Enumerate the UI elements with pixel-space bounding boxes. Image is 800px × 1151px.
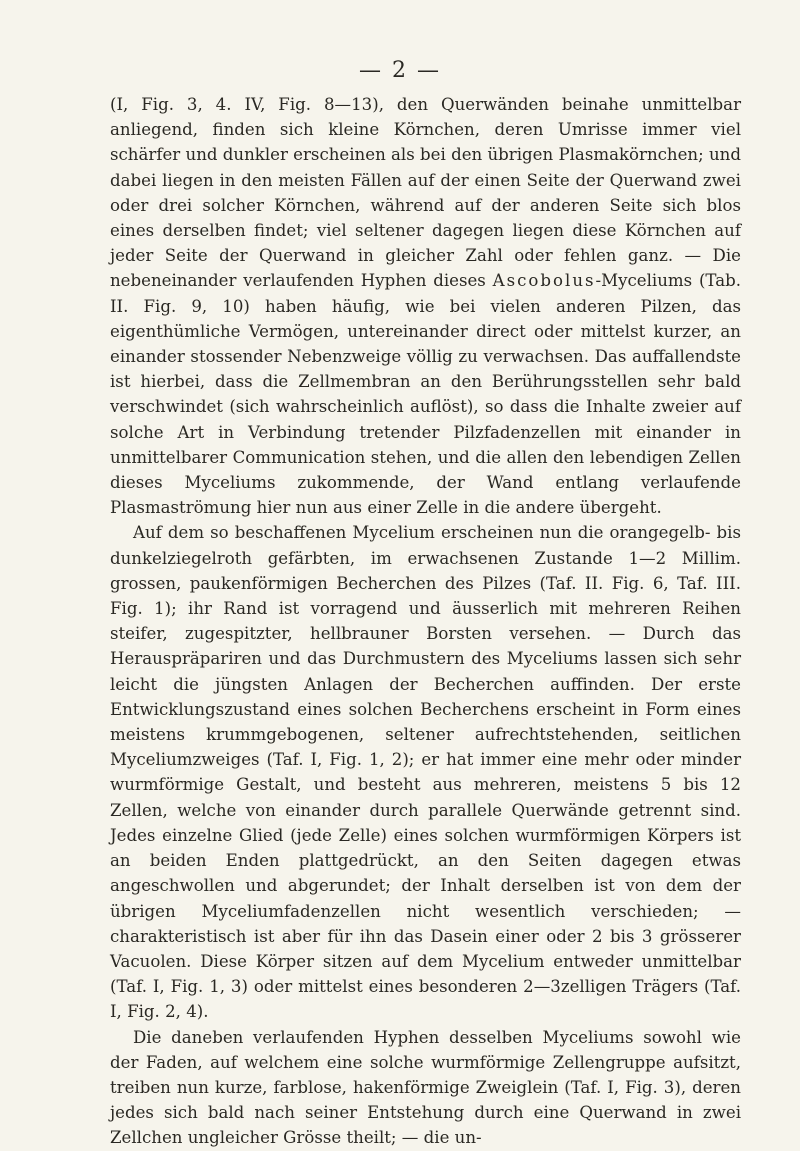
genus-name-spaced: Ascobolus [492,271,596,291]
paragraph-1-text-start: (I, Fig. 3, 4. IV, Fig. 8—13), den Querwänden beinahe unmittelbar anliegend, finden sich kleine Körnchen, deren Umrisse immer viel schärfer und dunkler erscheinen als bei den übrigen Plasmakörnchen; und dabei liegen in den meisten Fällen auf der einen Seite der Querwand zwei oder drei solcher Körnchen, während auf der anderen Seite sich blos eines derselben findet; viel seltener dagegen liegen diese Körnchen auf jeder Seite der Querwand in gleicher Zahl oder fehlen ganz. — Die nebeneinander verlaufenden Hyphen dieses [110,95,741,291]
page-number: — 2 — [359,58,441,83]
paragraph-1-text-end: -Myceliums (Tab. II. Fig. 9, 10) haben häufig, wie bei vielen anderen Pilzen, das eigenthümliche Vermögen, untereinander direct oder mittelst kurzer, an einander stossender Nebenzweige völlig zu verwachsen. Das auffallendste ist hierbei, dass die Zellmembran an den Berührungsstellen sehr bald verschwindet (sich wahrscheinlich auflöst), so dass die Inhalte zweier auf solche Art in Verbindung tretender Pilzfadenzellen mit einander in unmittelbarer Communication stehen, und die allen den lebendigen Zellen dieses Myceliums zukommende, der Wand entlang verlaufende Plasmaströmung hier nun aus einer Zelle in die andere übergeht. [110,271,741,518]
paragraph-3: Die daneben verlaufenden Hyphen desselben Myceliums sowohl wie der Faden, auf welchem eine solche wurmförmige Zellengruppe aufsitzt, treiben nun kurze, farblose, hakenförmige Zweiglein (Taf. I, Fig. 3), deren jedes sich bald nach seiner Entstehung durch eine Querwand in zwei Zellchen ungleicher Grösse theilt; — die un- [110,1027,741,1148]
paragraph-2: Auf dem so beschaffenen Mycelium erscheinen nun die orangegelb- bis dunkelziegelroth gefärbten, im erwachsenen Zustande 1—2 Millim. grossen, paukenförmigen Becherchen des Pilzes (Taf. II. Fig. 6, Taf. III. Fig. 1); ihr Rand ist vorragend und äusserlich mit mehreren Reihen steifer, zugespitzter, hellbrauner Borsten versehen. — Durch das Herauspräpariren und das Durchmustern des Myceliums lassen sich sehr leicht die jüngsten Anlagen der Becherchen auffinden. Der erste Entwicklungszustand eines solchen Becherchens erscheint in Form eines meistens krummgebogenen, seltener aufrechtstehenden, seitlichen Myceliumzweiges (Taf. I, Fig. 1, 2); er hat immer eine mehr oder minder wurmförmige Gestalt, und besteht aus mehreren, meistens 5 bis 12 Zellen, welche von einander durch parallele Querwände getrennt sind. Jedes einzelne Glied (jede Zelle) eines solchen wurmförmigen Körpers ist an beiden Enden plattgedrückt, an den Seiten dagegen etwas angeschwollen und abgerundet; der Inhalt derselben ist von dem der übrigen Myceliumfadenzellen nicht wesentlich verschieden; — charakteristisch ist aber für ihn das Dasein einer oder 2 bis 3 grösserer Vacuolen. Diese Körper sitzen auf dem Mycelium entweder unmittelbar (Taf. I, Fig. 1, 3) oder mittelst eines besonderen 2—3zelligen Trägers (Taf. I, Fig. 2, 4). [110,523,741,1022]
paragraph-1 [110,92,741,520]
body-text [110,92,741,1151]
